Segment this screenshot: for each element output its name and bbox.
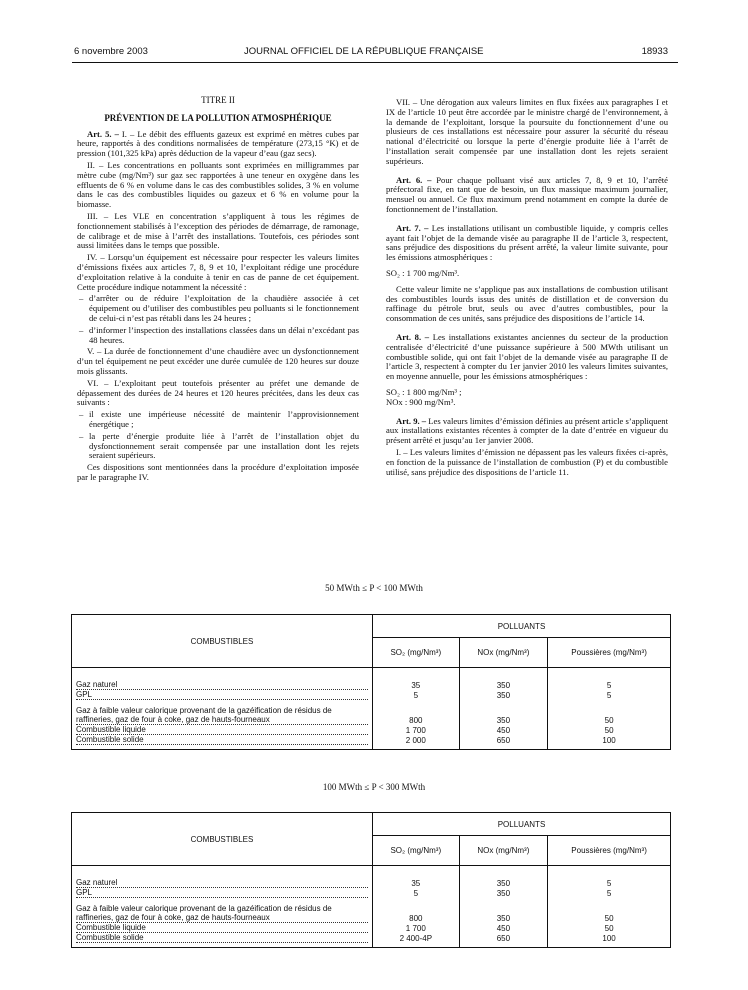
art8-values: [386, 388, 668, 408]
nox-value: 650: [459, 735, 548, 750]
art8-text: Les installations existantes anciennes du secteur de la production centralisée d’électricité d’une puissance supérieure à 500 MWth utilisant un combustible solide, qui ont fait l’objet de la demande visée au paragraphe II de l’article 3, respectent à compter du 1er janvier 2010 les valeurs limites suivantes, en moyenne annuelle, pour les émissions atmosphériques :: [386, 331, 668, 382]
art9-label: Art. 9. –: [396, 415, 427, 426]
page-header: [0, 46, 748, 62]
art9-text: Les valeurs limites d’émission définies au présent article s’appliquent aux installations existantes récentes à compter de la date d’entrée en vigueur du présent arrêté et jusqu’au 1er janvier 2008.: [386, 415, 668, 446]
poussieres-value: 50: [548, 725, 671, 735]
poussieres-value: 50: [548, 700, 671, 725]
so2-value: 5: [373, 888, 460, 898]
table-row: [72, 878, 671, 888]
paragraph-vi: VI. – L’exploitant peut toutefois présenter au préfet une demande de dépassement des durées de 24 heures et 120 heures précitées, dans les deux cas suivants :: [77, 377, 359, 408]
fuel-name: Gaz naturel: [76, 878, 368, 888]
fuel-name: Gaz à faible valeur calorique provenant de la gazéification de résidus de raffineries, gaz de four à coke, gaz de hauts-fourneaux: [76, 904, 368, 923]
table-50-100: [71, 614, 671, 750]
so2-value: 35: [373, 680, 460, 690]
paragraph-iv: IV. – Lorsqu’un équipement est nécessaire pour respecter les valeurs limites d’émissions fixées aux articles 7, 8, 9 et 10, l’exploitant rédige une procédure d’exploitation relative à la conduite à tenir en cas de panne de cet équipement. Cette procédure indique notamment la nécessité :: [77, 252, 359, 292]
list-item: – la perte d’énergie produite liée à l’arrêt de l’installation objet du dysfonctionnement serait compensée par une installation dont les rejets seraient supérieurs.: [77, 432, 359, 461]
art7-paragraph-2: Cette valeur limite ne s’applique pas aux installations de combustion utilisant des combustibles lourds issus des unités de distillation et de conversion du raffinage du pétrole brut, seuls ou avec d’autres combustibles, pour la consommation de ces unités, sans préjudice des dispositions de l’article 14.: [386, 283, 668, 324]
fuel-name: Combustible solide: [76, 735, 368, 745]
bullet-list-2: [77, 410, 359, 461]
paragraph-procedure: Ces dispositions sont mentionnées dans la procédure d’exploitation imposée par le paragraphe IV.: [77, 462, 359, 482]
poussieres-value: 5: [548, 680, 671, 690]
table2-caption: 100 MWth ≤ P < 300 MWth: [322, 782, 426, 792]
poussieres-header: Poussières (mg/Nm³): [548, 638, 671, 668]
poussieres-value: 50: [548, 898, 671, 923]
combustibles-header: COMBUSTIBLES: [72, 615, 373, 668]
art5-text: I. – Le débit des effluents gazeux est exprimé en mètres cubes par heure, rapportés à des conditions normalisées de température (273,15 °K) et de pression (101,325 kPa) après déduction de la vapeur d’eau (gaz secs).: [77, 128, 359, 159]
nox-value: 350: [459, 690, 548, 700]
poussieres-value: 50: [548, 923, 671, 933]
art7-label: Art. 7. –: [396, 222, 429, 233]
nox-header: NOx (mg/Nm³): [459, 638, 548, 668]
table-row: [72, 923, 671, 933]
polluants-header: POLLUANTS: [373, 615, 671, 638]
poussieres-value: 100: [548, 735, 671, 750]
table1-caption: 50 MWth ≤ P < 100 MWth: [325, 583, 423, 593]
table-row: [72, 690, 671, 700]
paragraph-iii: III. – Les VLE en concentration s’appliquent à tous les régimes de fonctionnement stabilisés à l’exception des périodes de démarrage, de ramonage, de calibrage et de mise à l’arrêt des installations. Toutefois, ces périodes sont aussi limitées dans le temps que possible.: [77, 210, 359, 251]
so2-value: 1 700: [373, 725, 460, 735]
table-row: [72, 680, 671, 690]
so2-value: 800: [373, 700, 460, 725]
art6-text: Pour chaque polluant visé aux articles 7, 8, 9 et 10, l’arrêté préfectoral fixe, en tant que de besoin, un flux massique maximum journalier, mensuel ou annuel. Ce flux maximum prend notamment en compte la durée de fonctionnement de l’installation.: [386, 174, 668, 214]
page-number: 18933: [641, 46, 668, 57]
art7-text: Les installations utilisant un combustible liquide, y compris celles ayant fait l’objet de la demande visée au paragraphe II de l’article 3, respectent, sans préjudice des dispositions du présent arrêté, la valeur limite suivante, pour les émissions atmosphériques :: [386, 222, 668, 263]
fuel-name: GPL: [76, 888, 368, 898]
art9-paragraph: [386, 417, 668, 446]
so2-value: 5: [373, 690, 460, 700]
nox-value: 350: [459, 680, 548, 690]
table-row: [72, 735, 671, 750]
nox-value: 450: [459, 725, 548, 735]
art6-paragraph: [386, 176, 668, 215]
poussieres-header: Poussières (mg/Nm³): [548, 836, 671, 866]
left-column: [77, 92, 359, 485]
poussieres-value: 5: [548, 690, 671, 700]
table-row: [72, 888, 671, 898]
art9-paragraph-2: I. – Les valeurs limites d’émission ne dépassent pas les valeurs fixées ci-après, en fonction de la puissance de l’installation de combustion (P) et du combustible utilisé, sans préjudice des dispositions de l’article 11.: [386, 446, 668, 477]
fuel-name: GPL: [76, 690, 368, 700]
nox-header: NOx (mg/Nm³): [459, 836, 548, 866]
list-item: – il existe une impérieuse nécessité de maintenir l’approvisionnement énergétique ;: [77, 410, 359, 430]
journal-title: JOURNAL OFFICIEL DE LA RÉPUBLIQUE FRANÇAISE: [244, 46, 484, 57]
table-row: [72, 700, 671, 725]
art8-nox: NOx : 900 mg/Nm³.: [386, 396, 456, 407]
table-100-300: [71, 812, 671, 948]
bullet-list-1: [77, 294, 359, 345]
nox-value: 650: [459, 933, 548, 948]
right-column: [386, 98, 668, 479]
fuel-name: Combustible solide: [76, 933, 368, 943]
nox-value: 350: [459, 700, 548, 725]
fuel-name: Gaz naturel: [76, 680, 368, 690]
table-row: [72, 725, 671, 735]
art8-label: Art. 8. –: [396, 331, 430, 342]
art5-paragraph: [77, 130, 359, 159]
nox-value: 350: [459, 898, 548, 923]
table-row: [72, 933, 671, 948]
so2-header: SO₂ (mg/Nm³): [373, 638, 460, 668]
art6-label: Art. 6. –: [396, 174, 432, 185]
so2-value: 2 400-4P: [373, 933, 460, 948]
list-item: – d’informer l’inspection des installations classées dans un délai n’excédant pas 48 heures.: [77, 326, 359, 346]
art8-so2: SO₂ : 1 800 mg/Nm³ ;: [386, 386, 462, 397]
art7-paragraph: [386, 224, 668, 263]
nox-value: 350: [459, 878, 548, 888]
art5-label: Art. 5. –: [87, 128, 119, 139]
fuel-name: Combustible liquide: [76, 725, 368, 735]
so2-value: 35: [373, 878, 460, 888]
so2-value: 2 000: [373, 735, 460, 750]
fuel-name: Gaz à faible valeur calorique provenant de la gazéification de résidus de raffineries, gaz de four à coke, gaz de hauts-fourneaux: [76, 706, 368, 725]
paragraph-v: V. – La durée de fonctionnement d’une chaudière avec un dysfonctionnement d’un tel équipement ne peut excéder une durée cumulée de 120 heures sur douze mois glissants.: [77, 346, 359, 376]
paragraph-vii: VII. – Une dérogation aux valeurs limites en flux fixées aux paragraphes I et IX de l’article 10 peut être accordée par le ministre chargé de l’environnement, à la demande de l’exploitant, lorsque la poursuite du fonctionnement d’une ou plusieurs de ces installations est nécessaire pour assurer la sécurité du réseau national d’électricité ou lorsque la perte d’énergie produite liée à l’arrêt de l’installation serait compensée par une installation dont les rejets seraient supérieurs.: [386, 97, 668, 166]
so2-value: 1 700: [373, 923, 460, 933]
header-rule: [72, 62, 678, 63]
art7-value: SO₂ : 1 700 mg/Nm³.: [386, 267, 460, 278]
polluants-header: POLLUANTS: [373, 813, 671, 836]
poussieres-value: 5: [548, 888, 671, 898]
nox-value: 350: [459, 888, 548, 898]
poussieres-value: 100: [548, 933, 671, 948]
paragraph-ii: II. – Les concentrations en polluants sont exprimées en milligrammes par mètre cube (mg/Nm³) sur gaz sec rapportées à une teneur en oxygène dans les effluents de 6 % en volume dans le cas des combustibles solides, 3 % en volume dans le cas des combustibles liquides ou gazeux et 6 % en volume pour la biomasse.: [77, 159, 359, 210]
fuel-name: Combustible liquide: [76, 923, 368, 933]
nox-value: 450: [459, 923, 548, 933]
section-title: PRÉVENTION DE LA POLLUTION ATMOSPHÉRIQUE: [104, 112, 332, 123]
art8-paragraph: [386, 333, 668, 382]
list-item: – d’arrêter ou de réduire l’exploitation de la chaudière associée à cet équipement ou d’utiliser des combustibles peu polluants si le fonctionnement de celui-ci n’est pas rétabli dans les 24 heures ;: [77, 294, 359, 323]
titre-heading: TITRE II: [201, 95, 235, 105]
poussieres-value: 5: [548, 878, 671, 888]
so2-header: SO₂ (mg/Nm³): [373, 836, 460, 866]
so2-value: 800: [373, 898, 460, 923]
header-date: 6 novembre 2003: [74, 46, 148, 57]
combustibles-header: COMBUSTIBLES: [72, 813, 373, 866]
table-row: [72, 898, 671, 923]
